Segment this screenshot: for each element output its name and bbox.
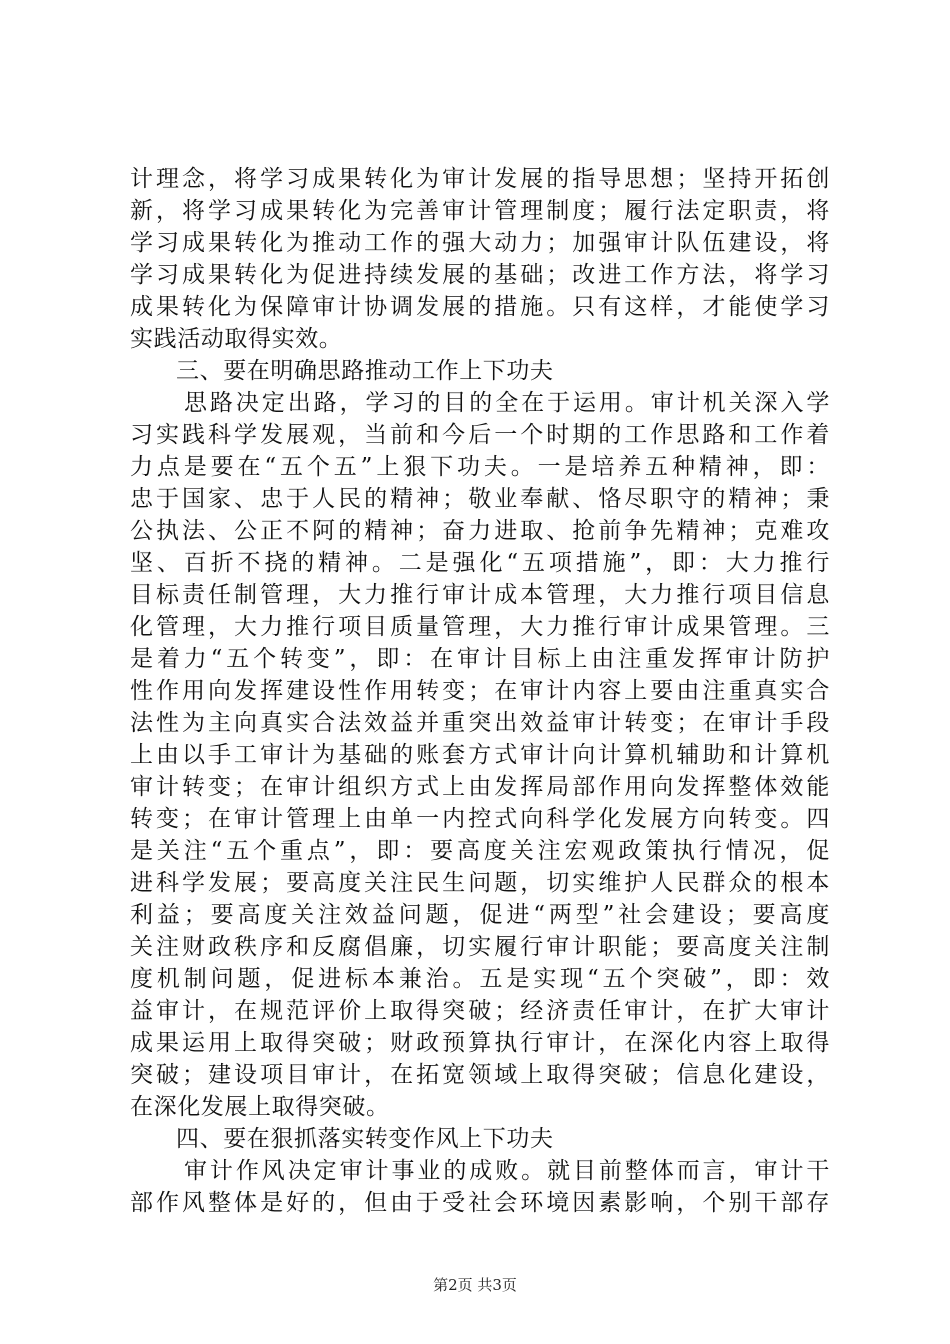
text-line: 进科学发展；要高度关注民生问题，切实维护人民群众的根本 <box>130 870 830 896</box>
text-line: 新，将学习成果转化为完善审计管理制度；履行法定职责，将 <box>130 198 830 224</box>
text-line: 度机制问题，促进标本兼治。五是实现“五个突破”，即：效 <box>130 966 830 992</box>
text-line: 成果转化为保障审计协调发展的措施。只有这样，才能使学习 <box>130 294 830 320</box>
text-line: 审计转变；在审计组织方式上由发挥局部作用向发挥整体效能 <box>130 774 830 800</box>
text-line: 目标责任制管理，大力推行审计成本管理，大力推行项目信息 <box>130 582 830 608</box>
text-line: 上由以手工审计为基础的账套方式审计向计算机辅助和计算机 <box>130 742 830 768</box>
text-line: 忠于国家、忠于人民的精神；敬业奉献、恪尽职守的精神；秉 <box>130 486 830 512</box>
text-line: 思路决定出路，学习的目的全在于运用。审计机关深入学 <box>184 390 830 416</box>
text-line: 部作风整体是好的，但由于受社会环境因素影响，个别干部存 <box>130 1190 830 1216</box>
text-line: 学习成果转化为推动工作的强大动力；加强审计队伍建设，将 <box>130 230 830 256</box>
text-line: 是关注“五个重点”，即：要高度关注宏观政策执行情况，促 <box>130 838 830 864</box>
text-line: 公执法、公正不阿的精神；奋力进取、抢前争先精神；克难攻 <box>130 518 830 544</box>
text-line: 突破；建设项目审计，在拓宽领域上取得突破；信息化建设， <box>130 1062 830 1088</box>
text-line: 在深化发展上取得突破。 <box>130 1094 390 1120</box>
text-line: 习实践科学发展观，当前和今后一个时期的工作思路和工作着 <box>130 422 830 448</box>
text-line: 利益；要高度关注效益问题，促进“两型”社会建设；要高度 <box>130 902 830 928</box>
text-line: 益审计，在规范评价上取得突破；经济责任审计，在扩大审计 <box>130 998 830 1024</box>
text-line: 学习成果转化为促进持续发展的基础；改进工作方法，将学习 <box>130 262 830 288</box>
text-line: 成果运用上取得突破；财政预算执行审计，在深化内容上取得 <box>130 1030 830 1056</box>
text-line: 是着力“五个转变”，即：在审计目标上由注重发挥审计防护 <box>130 646 830 672</box>
document-body <box>130 163 830 1219</box>
section-heading: 四、要在狠抓落实转变作风上下功夫 <box>176 1126 554 1152</box>
page-footer: 第2页 共3页 <box>433 1276 517 1294</box>
text-line: 实践活动取得实效。 <box>130 326 343 352</box>
text-line: 坚、百折不挠的精神。二是强化“五项措施”，即：大力推行 <box>130 550 830 576</box>
text-line: 法性为主向真实合法效益并重突出效益审计转变；在审计手段 <box>130 710 830 736</box>
section-heading: 三、要在明确思路推动工作上下功夫 <box>176 358 554 384</box>
text-line: 力点是要在“五个五”上狠下功夫。一是培养五种精神，即： <box>130 454 830 480</box>
text-line: 计理念，将学习成果转化为审计发展的指导思想；坚持开拓创 <box>130 166 830 192</box>
text-line: 转变；在审计管理上由单一内控式向科学化发展方向转变。四 <box>130 806 830 832</box>
text-line: 关注财政秩序和反腐倡廉，切实履行审计职能；要高度关注制 <box>130 934 830 960</box>
text-line: 审计作风决定审计事业的成败。就目前整体而言，审计干 <box>184 1158 830 1184</box>
text-line: 性作用向发挥建设性作用转变；在审计内容上要由注重真实合 <box>130 678 830 704</box>
text-line: 化管理，大力推行项目质量管理，大力推行审计成果管理。三 <box>130 614 830 640</box>
